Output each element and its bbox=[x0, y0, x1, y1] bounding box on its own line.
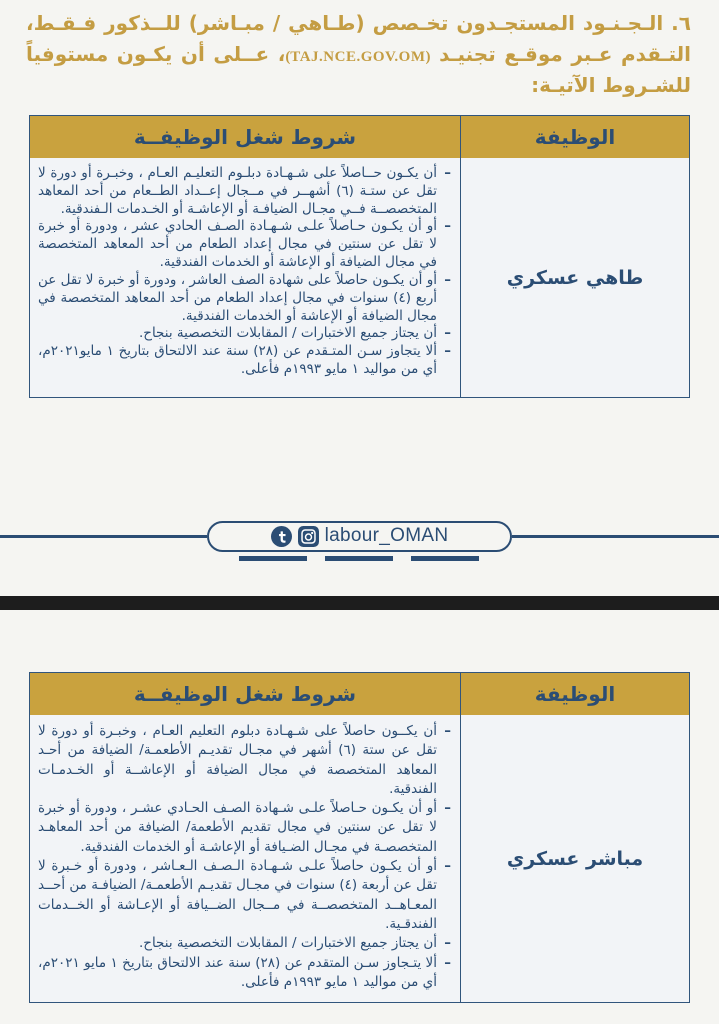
condition-text: أو أن يكـون حاصلاً على شهادة الصف العاشر ، ودورة أو خبرة لا تقل عن أربع (٤) سنوات في مجال إعداد الطعام من أحد المعاهد المتخصصة في مجال الضيافة أو الإعاشة أو الخدمات الفندقية. bbox=[38, 271, 438, 324]
condition-text: ألا يتـجاوز سـن المتقدم عن (٢٨) سنة عند الالتحاق بتاريخ ١ مايو ٢٠٢١م، أي من مواليد ١ مايو ١٩٩٣م فأعلى. bbox=[38, 954, 438, 990]
condition-bullet: – bbox=[444, 954, 451, 971]
condition-item bbox=[38, 272, 451, 325]
condition-bullet: – bbox=[444, 165, 451, 181]
table-header-conditions: شروط شغل الوظيفــة bbox=[30, 673, 460, 715]
twitter-icon bbox=[271, 526, 292, 547]
condition-item bbox=[38, 325, 451, 343]
table-header-row bbox=[30, 116, 689, 158]
condition-bullet: – bbox=[444, 800, 451, 817]
table-header-conditions: شروط شغل الوظيفــة bbox=[30, 116, 460, 158]
condition-text: أن يكـون حــاصلاً على شـهـادة دبلـوم التعليـم العـام ، وخبـرة أو دورة لا تقل عن ستـة (٦) أشهــر في مــجال إعــداد الطــعام من أحد المعاهد المتخصصــة فــي مجـال الضيافـة أو الإعاشـة أو الخـدمات الـفندقية. bbox=[38, 165, 437, 217]
social-handle-text: labour_OMAN bbox=[324, 525, 449, 546]
instagram-icon bbox=[298, 526, 319, 547]
condition-text: أو أن يكـون حـاصلاً علـى شـهادة الصـف الحـادي عشـر ، ودورة أو خبرة لا تقل عن سنتين في مجال تقديم الأطعمة/ الضيافة من أحد المعاهـد المتخصصـة في مجـال الضـيافة أو الإعاشـة أو الخدمات الفندقية. bbox=[38, 800, 437, 855]
jobs-table-cook bbox=[29, 115, 690, 398]
conditions-list bbox=[38, 165, 451, 379]
condition-item bbox=[38, 954, 451, 993]
table-body-row bbox=[30, 715, 689, 1002]
table-header-job: الوظيفة bbox=[460, 673, 689, 715]
table-body-row bbox=[30, 158, 689, 397]
condition-bullet: – bbox=[444, 935, 451, 952]
banner-dashed-underline bbox=[239, 556, 481, 561]
intro-text-before-url: ٦. الـجـنـود المستجـدون تخـصص (طـاهي / مبـاشر) للــذكور فـقـط، التـقدم عـبر موقـع تجنيـد bbox=[26, 11, 691, 66]
condition-item bbox=[38, 799, 451, 857]
condition-bullet: – bbox=[444, 343, 451, 360]
intro-paragraph bbox=[0, 0, 719, 101]
condition-bullet: – bbox=[444, 723, 451, 739]
banner-line-left bbox=[0, 535, 207, 538]
condition-item bbox=[38, 218, 451, 271]
social-handle-pill bbox=[207, 521, 512, 552]
condition-bullet: – bbox=[444, 858, 451, 875]
job-title-steward: مباشر عسكري bbox=[460, 715, 689, 1002]
conditions-list bbox=[38, 722, 451, 992]
section-divider-bar bbox=[0, 596, 719, 610]
conditions-cell bbox=[30, 715, 460, 1002]
intro-text-after-url: ، عــلى أن يكـون مستوفياً للشـروط الآتيـة: bbox=[26, 42, 691, 97]
table-header-job: الوظيفة bbox=[460, 116, 689, 158]
condition-item bbox=[38, 722, 451, 799]
job-title-cook: طاهي عسكري bbox=[460, 158, 689, 397]
banner-line-right bbox=[512, 535, 719, 538]
recruitment-site-url: (TAJ.NCE.GOV.OM) bbox=[285, 49, 431, 65]
condition-text: أن يجتاز جميع الاختبارات / المقابلات التخصصية بنجاح. bbox=[138, 325, 437, 342]
table-header-row bbox=[30, 673, 689, 715]
condition-bullet: – bbox=[444, 271, 451, 288]
condition-text: أو أن يكـون حـاصلاً علـى شـهـادة الصـف الحادي عشر ، ودورة أو خبرة لا تقل عن سنتين في مجال إعداد الطعام من أحد المعاهد المتخصصة في مجال الضيافة أو الإعاشة أو الخدمات الفندقية. bbox=[38, 218, 437, 271]
condition-text: ألا يتجاوز سـن المتـقدم عن (٢٨) سنة عند الالتحاق بتاريخ ١ مايو٢٠٢١م، أي من مواليد ١ مايو ١٩٩٣م فأعلى. bbox=[38, 343, 437, 377]
condition-bullet: – bbox=[444, 325, 451, 342]
condition-bullet: – bbox=[444, 218, 451, 235]
condition-item bbox=[38, 934, 451, 953]
conditions-cell bbox=[30, 158, 460, 397]
condition-text: أن يكــون حاصلاً على شـهـادة دبلوم التعليم العـام ، وخبـرة أو دورة لا تقل عن ستة (٦) أشهر في مجـال تقديـم الأطعمـة/ الضيافة من أحـد المعاهد المتخصصة في مجال الضيافة أو الإعاشــة أو الخـدمـات الفندقية. bbox=[38, 723, 438, 797]
condition-text: أن يجتاز جميع الاختبارات / المقابلات التخصصية بنجاح. bbox=[138, 935, 437, 952]
social-banner bbox=[0, 520, 719, 564]
condition-text: أو أن يكـون حاصلاً علـى شـهـادة الـصـف الـعـاشر ، ودورة أو خـبرة لا تقل عن أربعة (٤) سنوات في مجـال تقديـم الأطعمـة/ الضيافـة من أحــد المعـاهــد المتخصصــة في مــجال الضــيافة أو الإعـاشة أو الخــدمات الفندقـية. bbox=[38, 858, 437, 932]
condition-item bbox=[38, 857, 451, 934]
jobs-table-steward bbox=[29, 672, 690, 1003]
condition-item bbox=[38, 343, 451, 379]
condition-item bbox=[38, 165, 451, 218]
